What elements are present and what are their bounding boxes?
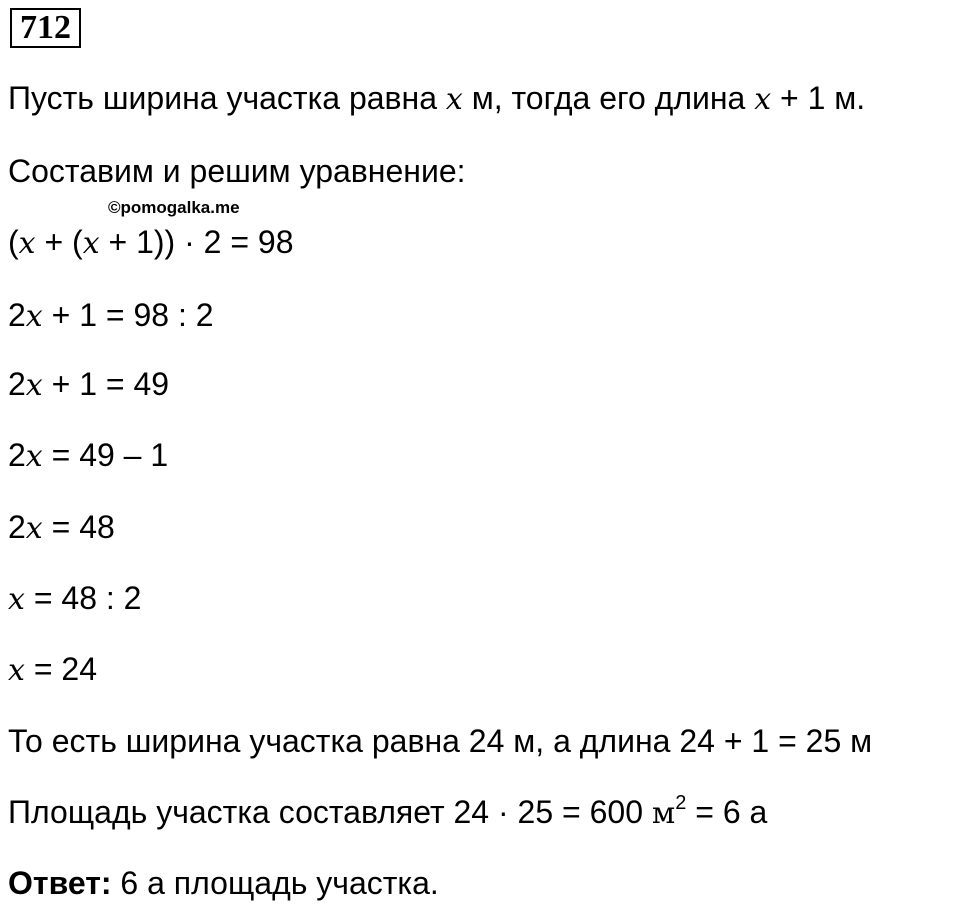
equation-7 xyxy=(8,649,97,691)
variable-x: x xyxy=(25,511,43,546)
intro-text-1: Пусть ширина участка равна xyxy=(8,80,446,116)
answer-text: 6 а площадь участка. xyxy=(111,865,439,901)
area-text-b: = 6 а xyxy=(686,794,768,830)
eq2-part-a: 2 xyxy=(8,297,26,333)
equation-6 xyxy=(8,578,141,620)
variable-x: x xyxy=(25,299,43,334)
intro-text-2: м, тогда его длина xyxy=(462,80,755,116)
eq3-part-a: 2 xyxy=(8,366,26,402)
variable-x: x xyxy=(25,368,43,403)
eq2-part-b: + 1 = 98 : 2 xyxy=(42,297,214,333)
variable-x: x xyxy=(8,582,25,617)
equation-4 xyxy=(8,435,168,477)
eq1-part-c: + 1)) · 2 = 98 xyxy=(99,224,294,260)
equation-2 xyxy=(8,295,214,337)
equation-5 xyxy=(8,507,115,549)
variable-x: x xyxy=(82,226,100,261)
eq5-part-b: = 48 xyxy=(42,509,115,545)
equation-1 xyxy=(8,222,294,264)
area-line xyxy=(8,792,767,834)
eq5-part-a: 2 xyxy=(8,509,26,545)
problem-number: 712 xyxy=(10,8,81,48)
variable-x: x xyxy=(445,82,463,117)
answer-label: Ответ: xyxy=(8,865,112,901)
variable-x: x xyxy=(8,653,25,688)
area-exponent: 2 xyxy=(675,792,687,814)
eq6-part-b: = 48 : 2 xyxy=(24,580,142,616)
eq1-part-b: + ( xyxy=(35,224,83,260)
eq3-part-b: + 1 = 49 xyxy=(42,366,170,402)
area-unit: м xyxy=(651,796,676,831)
watermark: ©pomogalka.me xyxy=(108,198,240,217)
area-text-a: Площадь участка составляет 24 · 25 = 600 xyxy=(8,794,652,830)
eq4-part-b: = 49 – 1 xyxy=(42,437,169,473)
variable-x: x xyxy=(18,226,36,261)
eq7-part-b: = 24 xyxy=(24,651,97,687)
eq4-part-a: 2 xyxy=(8,437,26,473)
eq1-part-a: ( xyxy=(8,224,19,260)
result-line: То есть ширина участка равна 24 м, а длина 24 + 1 = 25 м xyxy=(8,723,873,759)
compose-line: Составим и решим уравнение: xyxy=(8,153,466,189)
variable-x: x xyxy=(754,82,772,117)
intro-text-3: + 1 м. xyxy=(771,80,866,116)
answer-line xyxy=(8,863,439,903)
variable-x: x xyxy=(25,439,43,474)
intro-line xyxy=(8,78,865,120)
equation-3 xyxy=(8,364,169,406)
